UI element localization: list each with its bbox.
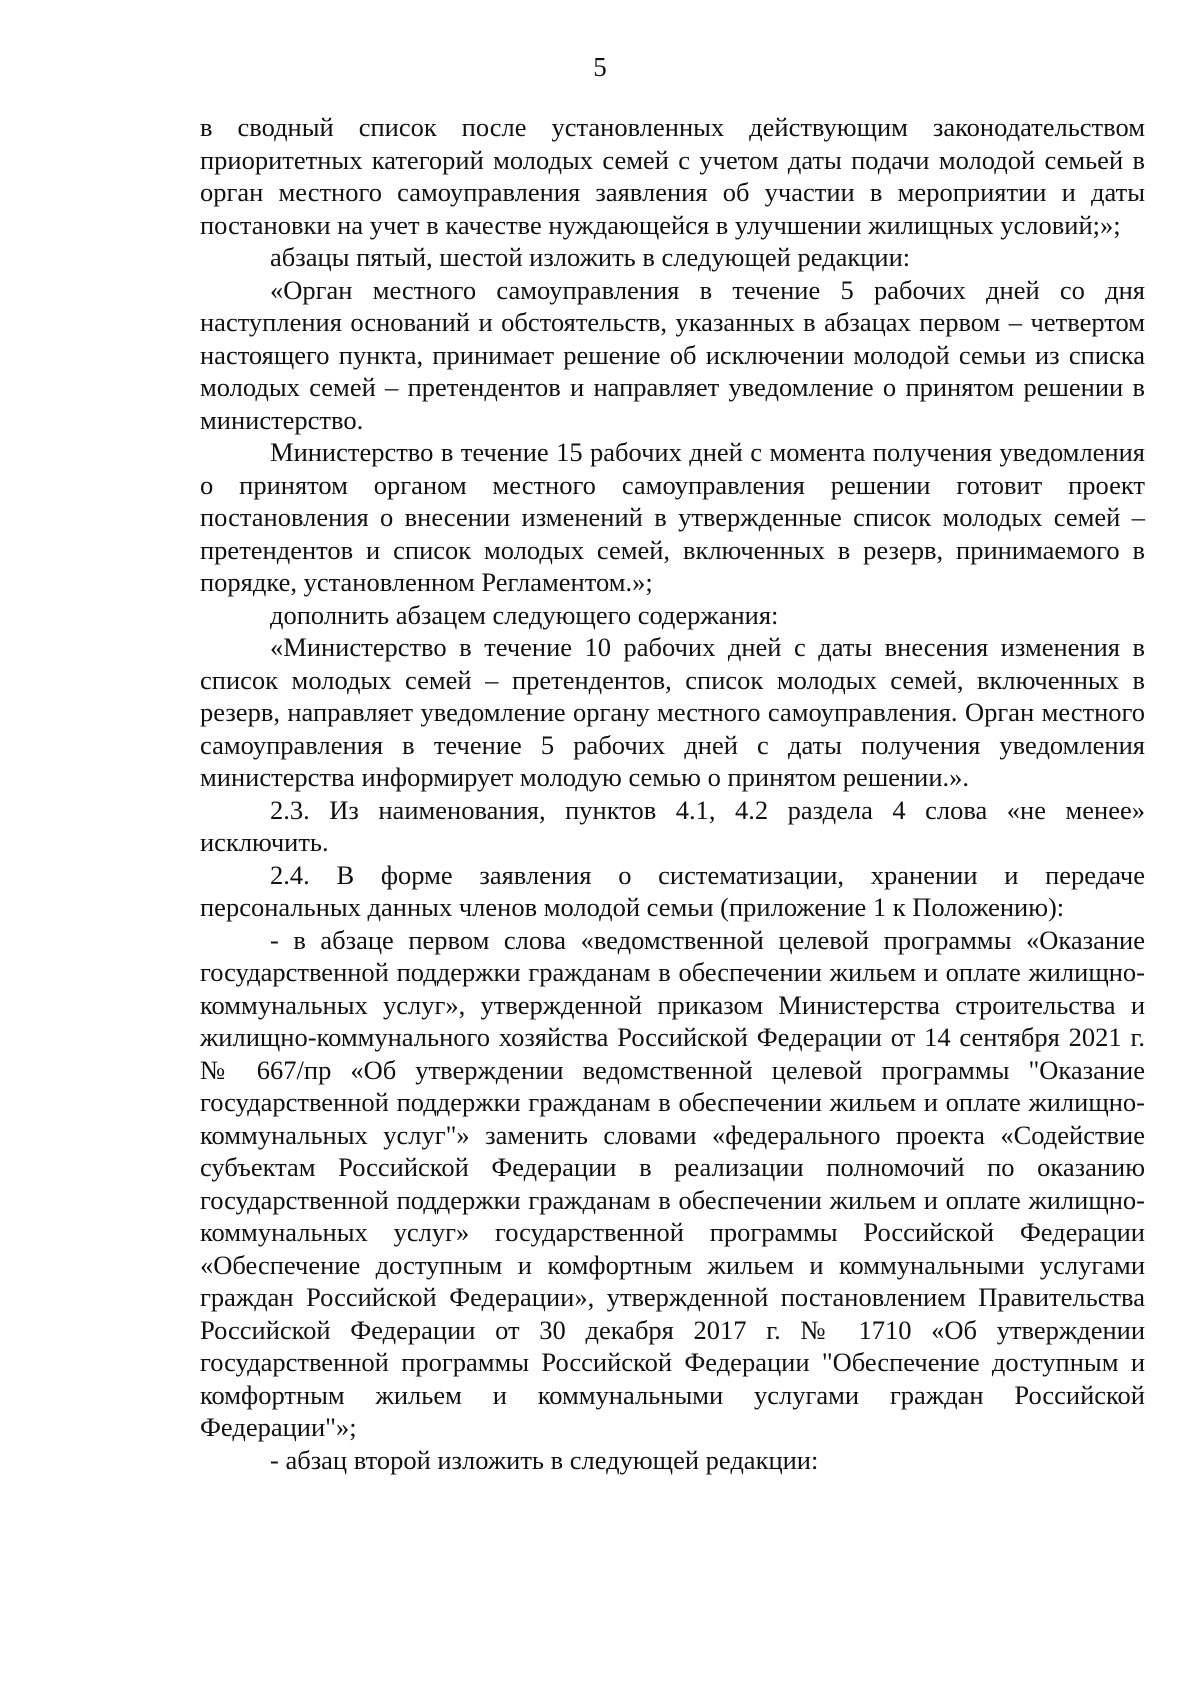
document-body (200, 111, 1145, 1476)
paragraph-quote: Министерство в течение 15 рабочих дней с момента получения уведомления о принятом органом местного самоуправления решении готовит проект постановления о внесении изменений в утвержденные список молодых семей – претендентов и список молодых семей, включенных в резерв, принимаемого в порядке, установленном Регламентом.»; (200, 437, 1145, 597)
paragraph-list-item: - абзац второй изложить в следующей редакции: (270, 1444, 819, 1475)
paragraph-list-item: - в абзаце первом слова «ведомственной целевой программы «Оказание государственной поддержки гражданам в обеспечении жильем и оплате жилищно-коммунальных услуг», утвержденной приказом Министерства строительства и жилищно-коммунального хозяйства Российской Федерации от 14 сентября 2021 г. № 667/пр «Об утверждении ведомственной целевой программы "Оказание государственной поддержки гражданам в обеспечении жильем и оплате жилищно-коммунальных услуг"» заменить словами «федерального проекта «Содействие субъектам Российской Федерации в реализации полномочий по оказанию государственной поддержки гражданам в обеспечении жильем и оплате жилищно-коммунальных услуг» государственной программы Российской Федерации «Обеспечение доступным и комфортным жильем и коммунальными услугами граждан Российской Федерации», утвержденной постановлением Правительства Российской Федерации от 30 декабря 2017 г. № 1710 «Об утверждении государственной программы Российской Федерации "Обеспечение доступным и комфортным жильем и коммунальными услугами граждан Российской Федерации"»; (200, 924, 1145, 1442)
paragraph-instruction: дополнить абзацем следующего содержания: (270, 599, 779, 630)
paragraph-item-2-3: 2.3. Из наименования, пунктов 4.1, 4.2 раздела 4 слова «не менее» исключить. (200, 794, 1145, 857)
paragraph-item-2-4: 2.4. В форме заявления о систематизации, хранении и передаче персональных данных членов молодой семьи (приложение 1 к Положению): (200, 859, 1145, 922)
paragraph-quote: «Министерство в течение 10 рабочих дней с даты внесения изменения в список молодых семей – претендентов, список молодых семей, включенных в резерв, направляет уведомление органу местного самоуправления. Орган местного самоуправления в течение 5 рабочих дней с даты получения уведомления министерства информирует молодую семью о принятом решении.». (200, 632, 1145, 792)
paragraph-instruction: абзацы пятый, шестой изложить в следующей редакции: (270, 242, 911, 272)
paragraph-quote: «Орган местного самоуправления в течение 5 рабочих дней со дня наступления оснований и обстоятельств, указанных в абзацах первом – четвертом настоящего пункта, принимает решение об исключении молодой семьи из списка молодых семей – претендентов и направляет уведомление о принятом решении в министерство. (200, 274, 1145, 435)
page-number: 5 (593, 52, 607, 82)
paragraph-continuation: в сводный список после установленных действующим законодательством приоритетных категорий молодых семей с учетом даты подачи молодой семьей в орган местного самоуправления заявления об участии в мероприятии и даты постановки на учет в качестве нуждающейся в улучшении жилищных условий;»; (200, 112, 1145, 240)
